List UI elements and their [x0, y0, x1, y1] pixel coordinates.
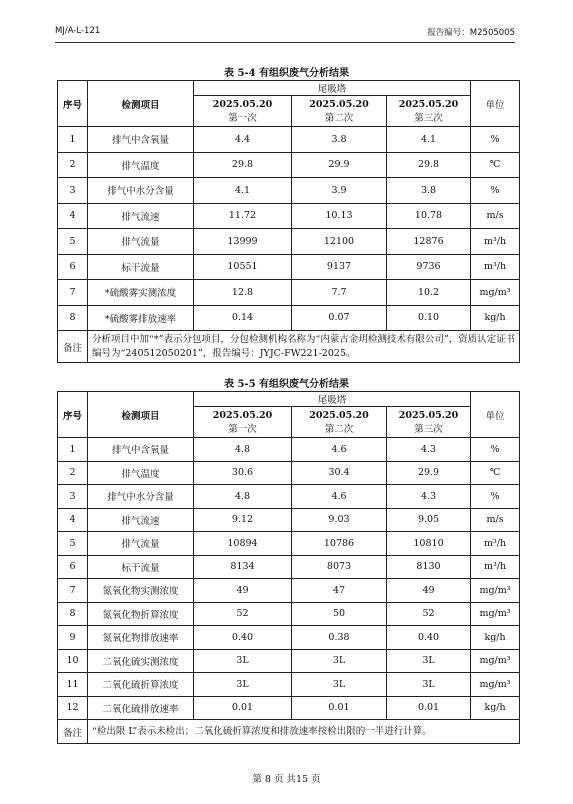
row-item: 氮氧化物折算浓度	[88, 602, 194, 626]
row-item: 标干流量	[88, 254, 194, 280]
row-seq: 7	[58, 280, 88, 306]
row-item: 排气流量	[88, 229, 194, 255]
row-unit: mg/m³	[471, 280, 520, 306]
run1-value: 13999	[194, 229, 292, 255]
row-seq: 6	[58, 555, 88, 579]
seq-header: 序号	[58, 81, 88, 127]
run-header	[387, 407, 471, 438]
row-seq: 8	[58, 305, 88, 331]
run-label: 第二次	[324, 423, 354, 435]
row-seq: 9	[58, 626, 88, 650]
run3-value: 9.05	[387, 508, 471, 532]
run1-value: 10894	[194, 532, 292, 556]
run1-value: 0.01	[194, 696, 292, 720]
run3-value: 9736	[387, 254, 471, 280]
run1-value: 11.72	[194, 203, 292, 229]
table-row	[58, 203, 520, 229]
unit-header: 单位	[471, 81, 520, 127]
row-seq: 12	[58, 696, 88, 720]
run2-value: 0.07	[292, 305, 387, 331]
run2-value: 7.7	[292, 280, 387, 306]
run-header	[387, 96, 471, 127]
row-item: 二氧化硫实测浓度	[88, 649, 194, 673]
table-row	[58, 229, 520, 255]
run-label: 第三次	[414, 423, 443, 435]
run2-value: 3.9	[292, 178, 387, 204]
page-header	[55, 26, 515, 43]
table-row	[58, 532, 520, 556]
run1-value: 4.8	[194, 485, 292, 509]
run3-value: 10.2	[387, 280, 471, 306]
group-header: 尾吸塔	[194, 392, 471, 407]
row-item: 排气中含氧量	[88, 127, 194, 153]
run3-value: 0.10	[387, 305, 471, 331]
run1-value: 10551	[194, 254, 292, 280]
row-unit: %	[471, 127, 520, 153]
table-row	[58, 579, 520, 603]
table-row	[58, 127, 520, 153]
table-5-4-caption: 表 5-4 有组织废气分析结果	[223, 68, 350, 79]
run3-value: 4.1	[387, 127, 471, 153]
document-code: MJ/A-L-121	[55, 26, 101, 36]
table-row	[58, 626, 520, 650]
row-unit: ℃	[471, 461, 520, 485]
run-date: 2025.05.20	[212, 409, 273, 421]
row-item: 二氧化硫折算浓度	[88, 673, 194, 697]
run3-value: 12876	[387, 229, 471, 255]
row-item: *硫酸雾实测浓度	[88, 280, 194, 306]
run-label: 第三次	[414, 112, 443, 124]
row-seq: 3	[58, 485, 88, 509]
note-label: 备注	[58, 331, 88, 363]
note-text: 分析项目中加“*”表示分包项目，分包检测机构名称为“内蒙古金玥检测技术有限公司”，资质认定证书编号为“240512050201”，报告编号：JYJC-FW221-2025。	[88, 331, 520, 363]
run3-value: 10810	[387, 532, 471, 556]
row-seq: 1	[58, 127, 88, 153]
run1-value: 4.8	[194, 438, 292, 462]
run2-value: 10.13	[292, 203, 387, 229]
table-row	[58, 485, 520, 509]
table-row	[58, 305, 520, 331]
table-row	[58, 254, 520, 280]
run1-value: 30.6	[194, 461, 292, 485]
run3-value: 29.9	[387, 461, 471, 485]
row-unit: m³/h	[471, 532, 520, 556]
row-seq: 5	[58, 532, 88, 556]
row-unit: %	[471, 438, 520, 462]
table-row	[58, 696, 520, 720]
run-header	[292, 96, 387, 127]
run2-value: 4.6	[292, 438, 387, 462]
run1-value: 3L	[194, 673, 292, 697]
run2-value: 10786	[292, 532, 387, 556]
row-item: 氮氧化物排放速率	[88, 626, 194, 650]
run2-value: 9137	[292, 254, 387, 280]
run-header	[194, 407, 292, 438]
run-label: 第一次	[228, 112, 257, 124]
row-seq: 4	[58, 203, 88, 229]
run-date: 2025.05.20	[212, 98, 273, 110]
row-unit: m³/h	[471, 254, 520, 280]
run3-value: 52	[387, 602, 471, 626]
run3-value: 0.01	[387, 696, 471, 720]
table-row	[58, 461, 520, 485]
row-item: 排气流速	[88, 508, 194, 532]
run1-value: 0.14	[194, 305, 292, 331]
row-item: 排气中含氧量	[88, 438, 194, 462]
run2-value: 29.9	[292, 152, 387, 178]
row-item: 排气中水分含量	[88, 178, 194, 204]
row-unit: mg/m³	[471, 579, 520, 603]
note-label: 备注	[58, 720, 88, 744]
row-unit: kg/h	[471, 305, 520, 331]
run1-value: 3L	[194, 649, 292, 673]
row-unit: mg/m³	[471, 602, 520, 626]
run-header	[292, 407, 387, 438]
run2-value: 3.8	[292, 127, 387, 153]
row-item: 标干流量	[88, 555, 194, 579]
row-unit: m/s	[471, 203, 520, 229]
run3-value: 29.8	[387, 152, 471, 178]
run2-value: 12100	[292, 229, 387, 255]
run-label: 第一次	[228, 423, 257, 435]
table-row	[58, 673, 520, 697]
row-item: *硫酸雾排放速率	[88, 305, 194, 331]
run3-value: 0.40	[387, 626, 471, 650]
run3-value: 8130	[387, 555, 471, 579]
run-date: 2025.05.20	[309, 409, 369, 421]
seq-header: 序号	[58, 392, 88, 438]
run2-value: 9.03	[292, 508, 387, 532]
row-item: 排气温度	[88, 152, 194, 178]
table-row	[58, 602, 520, 626]
run1-value: 8134	[194, 555, 292, 579]
run2-value: 50	[292, 602, 387, 626]
run2-value: 0.38	[292, 626, 387, 650]
run3-value: 3L	[387, 673, 471, 697]
item-header: 检测项目	[88, 81, 194, 127]
table-row	[58, 555, 520, 579]
row-seq: 11	[58, 673, 88, 697]
row-unit: ℃	[471, 152, 520, 178]
run3-value: 4.3	[387, 438, 471, 462]
table-row	[58, 438, 520, 462]
row-item: 排气中水分含量	[88, 485, 194, 509]
row-seq: 2	[58, 461, 88, 485]
table-5-5	[57, 391, 520, 744]
row-unit: mg/m³	[471, 673, 520, 697]
table-5-5-caption: 表 5-5 有组织废气分析结果	[223, 379, 350, 390]
row-item: 排气流量	[88, 532, 194, 556]
row-seq: 6	[58, 254, 88, 280]
run2-value: 47	[292, 579, 387, 603]
row-unit: m³/h	[471, 555, 520, 579]
run-date: 2025.05.20	[309, 98, 369, 110]
run1-value: 4.1	[194, 178, 292, 204]
group-header: 尾吸塔	[194, 81, 471, 96]
run3-value: 49	[387, 579, 471, 603]
run1-value: 52	[194, 602, 292, 626]
row-seq: 2	[58, 152, 88, 178]
row-seq: 8	[58, 602, 88, 626]
run3-value: 4.3	[387, 485, 471, 509]
run2-value: 4.6	[292, 485, 387, 509]
row-unit: mg/m³	[471, 649, 520, 673]
row-unit: %	[471, 178, 520, 204]
table-row	[58, 649, 520, 673]
row-unit: %	[471, 485, 520, 509]
run3-value: 3L	[387, 649, 471, 673]
row-unit: kg/h	[471, 626, 520, 650]
table-row	[58, 508, 520, 532]
row-unit: kg/h	[471, 696, 520, 720]
unit-header: 单位	[471, 392, 520, 438]
row-seq: 3	[58, 178, 88, 204]
run2-value: 30.4	[292, 461, 387, 485]
table-row	[58, 152, 520, 178]
table-row	[58, 280, 520, 306]
table-5-4	[57, 80, 520, 363]
row-seq: 4	[58, 508, 88, 532]
row-seq: 10	[58, 649, 88, 673]
run3-value: 10.78	[387, 203, 471, 229]
item-header: 检测项目	[88, 392, 194, 438]
row-unit: m³/h	[471, 229, 520, 255]
run2-value: 8073	[292, 555, 387, 579]
run2-value: 3L	[292, 649, 387, 673]
run1-value: 0.40	[194, 626, 292, 650]
run2-value: 3L	[292, 673, 387, 697]
run-header	[194, 96, 292, 127]
row-item: 二氧化硫排放速率	[88, 696, 194, 720]
row-seq: 1	[58, 438, 88, 462]
row-item: 排气流速	[88, 203, 194, 229]
page-number: 第 8 页 共15 页	[252, 774, 321, 785]
row-seq: 7	[58, 579, 88, 603]
row-seq: 5	[58, 229, 88, 255]
row-unit: m/s	[471, 508, 520, 532]
run1-value: 4.4	[194, 127, 292, 153]
run1-value: 49	[194, 579, 292, 603]
note-text: “检出限 L”表示未检出；二氧化硫折算浓度和排放速率按检出限的一半进行计算。	[88, 720, 520, 744]
run1-value: 9.12	[194, 508, 292, 532]
row-item: 排气温度	[88, 461, 194, 485]
run2-value: 0.01	[292, 696, 387, 720]
report-number: 报告编号：M2505005	[427, 28, 515, 38]
run-label: 第二次	[324, 112, 354, 124]
run3-value: 3.8	[387, 178, 471, 204]
run-date: 2025.05.20	[398, 98, 459, 110]
row-item: 氮氧化物实测浓度	[88, 579, 194, 603]
run-date: 2025.05.20	[398, 409, 459, 421]
run1-value: 29.8	[194, 152, 292, 178]
run1-value: 12.8	[194, 280, 292, 306]
table-row	[58, 178, 520, 204]
